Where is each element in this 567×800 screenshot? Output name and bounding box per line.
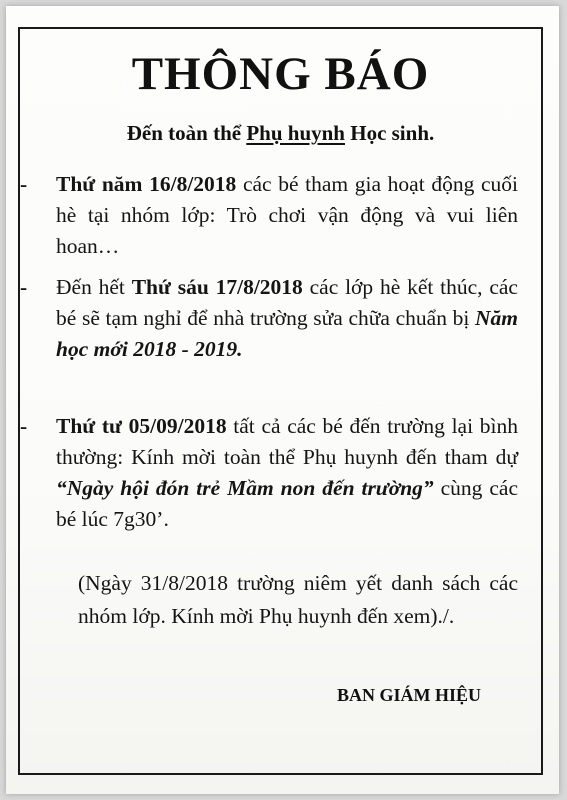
item-dash: - (20, 275, 28, 299)
item-dash: - (20, 172, 28, 196)
subtitle-underlined: Phụ huynh (246, 121, 345, 145)
notice-border-frame (18, 27, 543, 775)
item-2-text-after: các lớp hè kết thúc, các bé sẽ tạm nghỉ để nhà trường sửa chữa chuẩn bị (56, 275, 518, 330)
notice-note: (Ngày 31/8/2018 trường niêm yết danh sách các nhóm lớp. Kính mời Phụ huynh đến xem)./. (78, 571, 518, 628)
item-dash: - (20, 414, 28, 438)
notice-item-2 (20, 272, 518, 365)
item-1-text: các bé tham gia hoạt động cuối hè tại nhóm lớp: Trò chơi vận động và vui liên hoan… (56, 172, 518, 258)
notice-signature: BAN GIÁM HIỆU (336, 685, 481, 705)
subtitle-suffix: Học sinh. (344, 121, 435, 145)
subtitle-prefix: Đến toàn thể (126, 121, 247, 145)
notice-item-1 (20, 169, 518, 262)
item-3-text-after: cùng các bé lúc 7g30’. (56, 476, 519, 531)
item-2-school-year: Năm học mới 2018 - 2019. (56, 306, 518, 361)
notice-title: THÔNG BÁO (131, 48, 430, 100)
notice-item-3 (20, 411, 519, 535)
notice-subtitle (20, 121, 541, 146)
item-2-text-before: Đến hết (56, 275, 132, 299)
item-1-date: Thứ năm 16/8/2018 (56, 172, 237, 196)
item-3-date: Thứ tư 05/09/2018 (56, 414, 227, 438)
item-2-date: Thứ sáu 17/8/2018 (131, 275, 303, 299)
item-3-text-before: tất cả các bé đến trường lại bình thường: Kính mời toàn thể Phụ huynh đến tham dự (56, 414, 518, 469)
notice-paper (6, 6, 559, 794)
item-3-event-name: “Ngày hội đón trẻ Mầm non đến trường” (56, 476, 434, 500)
